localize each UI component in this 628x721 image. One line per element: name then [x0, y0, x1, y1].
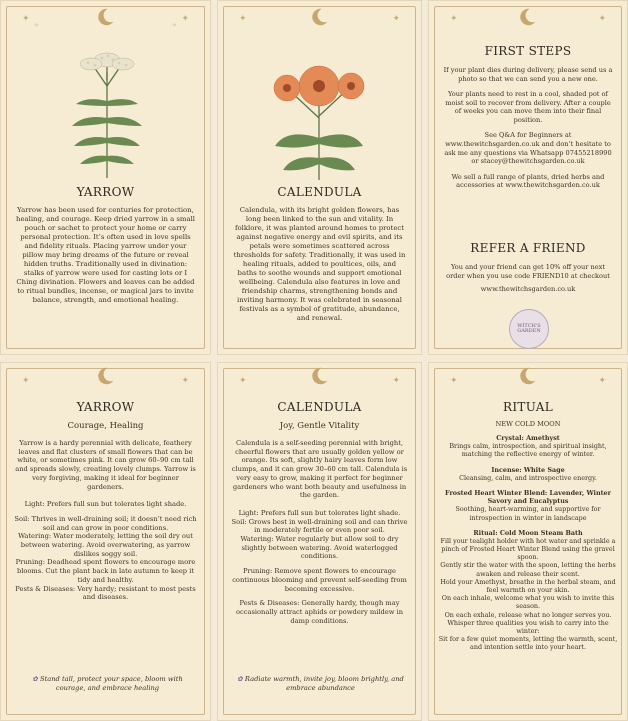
ritual-heading: Ritual: Cold Moon Steam Bath	[473, 528, 583, 537]
star-icon: ✦	[22, 376, 30, 386]
watering-info: Watering: Water moderately, letting the soil dry out between watering. Avoid overwatering, as yarrow dislikes soggy soil.	[18, 532, 193, 558]
rest-note: Your plants need to rest in a cool, shaded pot of moist soil to recover from delivery. After a couple of weeks you can move them into their final position.	[445, 90, 611, 124]
light-info: Light: Prefers full sun but tolerates light shade.	[238, 508, 401, 517]
affirmation: ✿ Radiate warmth, invite joy, bloom brightly, and embrace abundance	[237, 675, 404, 692]
star-icon: ✦	[598, 376, 606, 386]
star-icon: ✦	[239, 14, 247, 24]
crescent-moon-icon	[95, 7, 117, 29]
star-icon: ✦	[181, 376, 189, 386]
contact-note: See Q&A for Beginners at www.thewitchsgarden.co.uk and don’t hesitate to ask me any questions via Whatsapp 07455218990 or stacey@thewitchsgarden.co.uk	[444, 131, 612, 166]
star-icon: ✦	[450, 14, 458, 24]
card-ritual	[428, 362, 628, 721]
card-title: CALENDULA	[277, 400, 362, 414]
crystal-heading: Crystal: Amethyst	[496, 434, 560, 442]
refer-text	[442, 263, 614, 294]
star-icon: ✦	[22, 14, 30, 24]
card-title: FIRST STEPS	[484, 44, 572, 58]
star-icon: ✦	[392, 376, 400, 386]
ritual-step: Fill your tealight holder with hot water and sprinkle a pinch of Frosted Heart Winter Blend using the gravel spoon.	[440, 536, 616, 562]
card-subtitle: Courage, Healing	[67, 421, 144, 431]
ritual-step: Gently stir the water with the spoon, letting the herbs awaken and release their scent.	[440, 561, 616, 578]
card-yarrow-care	[0, 362, 211, 721]
card-subtitle: Joy, Gentle Vitality	[279, 421, 360, 431]
affirmation: ✿ Stand tall, protect your space, bloom with courage, and embrace healing	[32, 675, 183, 692]
sparkle-icon: ✧	[171, 22, 177, 29]
watering-info: Watering: Water regularly but allow soil to dry slightly between watering. Avoid waterlogged conditions.	[240, 535, 399, 561]
intro: Calendula is a self-seeding perennial with bright, cheerful flowers that are usually golden yellow or orange. Its soft, slightly hairy leaves form low clumps, and it can grow 30–60 cm tall. Calendula is very easy to grow, making it perfect for beginner gardeners who want both beauty and usefulness in the garden.	[231, 439, 408, 500]
incense-text: Cleansing, calm, and introspective energy.	[459, 473, 597, 482]
card-title: YARROW	[76, 185, 135, 199]
shop-note: We sell a full range of plants, dried herbs and accessories at www.thewitchsgarden.co.uk	[451, 172, 605, 190]
card-calendula-care	[217, 362, 422, 721]
card-title: CALENDULA	[277, 185, 362, 199]
witchs-garden-logo: WITCH'S GARDEN	[509, 309, 549, 349]
care-text	[14, 439, 197, 602]
calendula-illustration	[257, 58, 382, 180]
card-body-text: Calendula, with its bright golden flowers, has long been linked to the sun and vitality. In folklore, it was planted around homes to protect against negative energy and evil spirits, and its petals were sometimes scattered across thresholds for safety. Traditionally, it was used in healing rituals, added to poultices, oils, and baths to soothe wounds and support emotional wellbeing. Calendula also features in love and friendship charms, strengthening bonds and inviting harmony. It was celebrated in seasonal festivals as a symbol of gratitude, abundance, and renewal.	[233, 206, 406, 322]
star-icon: ✦	[450, 376, 458, 386]
intro: Yarrow is a hardy perennial with delicate, feathery leaves and flat clusters of small flowers that can be white, or sometimes pink. It can grow 60–90 cm tall and spreads slowly, creating lovely clumps. Yarrow is very forgiving, making it ideal for beginner gardeners.	[15, 439, 196, 491]
crescent-moon-icon	[309, 366, 331, 388]
star-icon: ✦	[598, 14, 606, 24]
care-text	[229, 439, 410, 625]
star-icon: ✦	[392, 14, 400, 24]
star-icon: ✦	[181, 14, 189, 24]
sparkle-icon: ✧	[34, 22, 40, 29]
crescent-moon-icon	[95, 366, 117, 388]
sparkle-icon: ✿	[32, 675, 38, 683]
ritual-step: Sit for a few quiet moments, letting the warmth, scent, and intention settle into your heart.	[438, 635, 618, 652]
pests-info: Pests & Diseases: Very hardy; resistant to most pests and diseases.	[15, 584, 196, 602]
star-icon: ✦	[239, 376, 247, 386]
soil-info: Soil: Thrives in well-draining soil; it doesn’t need rich soil and can grow in poor conditions.	[14, 514, 197, 532]
sparkle-icon: ✿	[237, 675, 243, 683]
ritual-step: On each exhale, release what no longer serves you. Whisper three qualities you wish to carry into the winter:	[444, 610, 612, 635]
refer-offer: You and your friend can get 10% off your next order when you use code FRIEND10 at checkout	[446, 263, 610, 280]
blend-heading: Frosted Heart Winter Blend: Lavender, Winter Savory and Eucalyptus	[445, 488, 611, 506]
refer-title: REFER A FRIEND	[470, 241, 586, 255]
light-info: Light: Prefers full sun but tolerates light shade.	[24, 500, 187, 509]
moon-phase: NEW COLD MOON	[495, 420, 561, 428]
crystal-text: Brings calm, introspection, and spiritual insight, matching the reflective energy of winter.	[449, 442, 607, 459]
pests-info: Pests & Diseases: Generally hardy, though may occasionally attract aphids or powdery mildew in damp conditions.	[235, 599, 404, 625]
yarrow-illustration	[62, 46, 152, 178]
card-first-steps	[428, 0, 628, 355]
ritual-step: Hold your Amethyst, breathe in the herbal steam, and feel warmth on your skin.	[440, 577, 616, 594]
ritual-text	[438, 434, 618, 652]
website-link[interactable]: www.thewitchsgarden.co.uk	[480, 285, 576, 294]
card-title: RITUAL	[503, 400, 553, 414]
first-steps-text	[442, 66, 614, 190]
ritual-step: On each inhale, welcome what you wish to invite this season.	[441, 594, 615, 611]
incense-heading: Incense: White Sage	[491, 465, 565, 474]
soil-info: Soil: Grows best in well-draining soil and can thrive in moderately fertile or even poor soil.	[231, 517, 408, 535]
card-yarrow-lore	[0, 0, 211, 355]
card-title: YARROW	[76, 400, 135, 414]
crescent-moon-icon	[309, 7, 331, 29]
crescent-moon-icon	[517, 7, 539, 29]
pruning-info: Pruning: Deadhead spent flowers to encourage more blooms. Cut the plant back in late autumn to keep it tidy and healthy.	[15, 558, 196, 584]
blend-text: Soothing, heart-warming, and supportive for introspection in winter in landscape	[455, 505, 601, 522]
pruning-info: Pruning: Remove spent flowers to encourage continuous blooming and prevent self-seeding from becoming excessive.	[232, 567, 407, 593]
card-calendula-lore	[217, 0, 422, 355]
crescent-moon-icon	[517, 366, 539, 388]
delivery-note: If your plant dies during delivery, please send us a photo so that we can send you a new one.	[443, 66, 613, 83]
card-body-text: Yarrow has been used for centuries for protection, healing, and courage. Keep dried yarrow in a small pouch or sachet to protect your home or carry personal protection. It’s often used in love spells and fidelity rituals. Placing yarrow under your pillow may bring dreams of the future or reveal hidden truths. Traditionally used in divination: stalks of yarrow were used for casting lots or I Ching divination. Flowers and leaves can be added to ritual bundles, incense, or magical jars to invite balance, strength, and emotional healing.	[16, 206, 195, 304]
